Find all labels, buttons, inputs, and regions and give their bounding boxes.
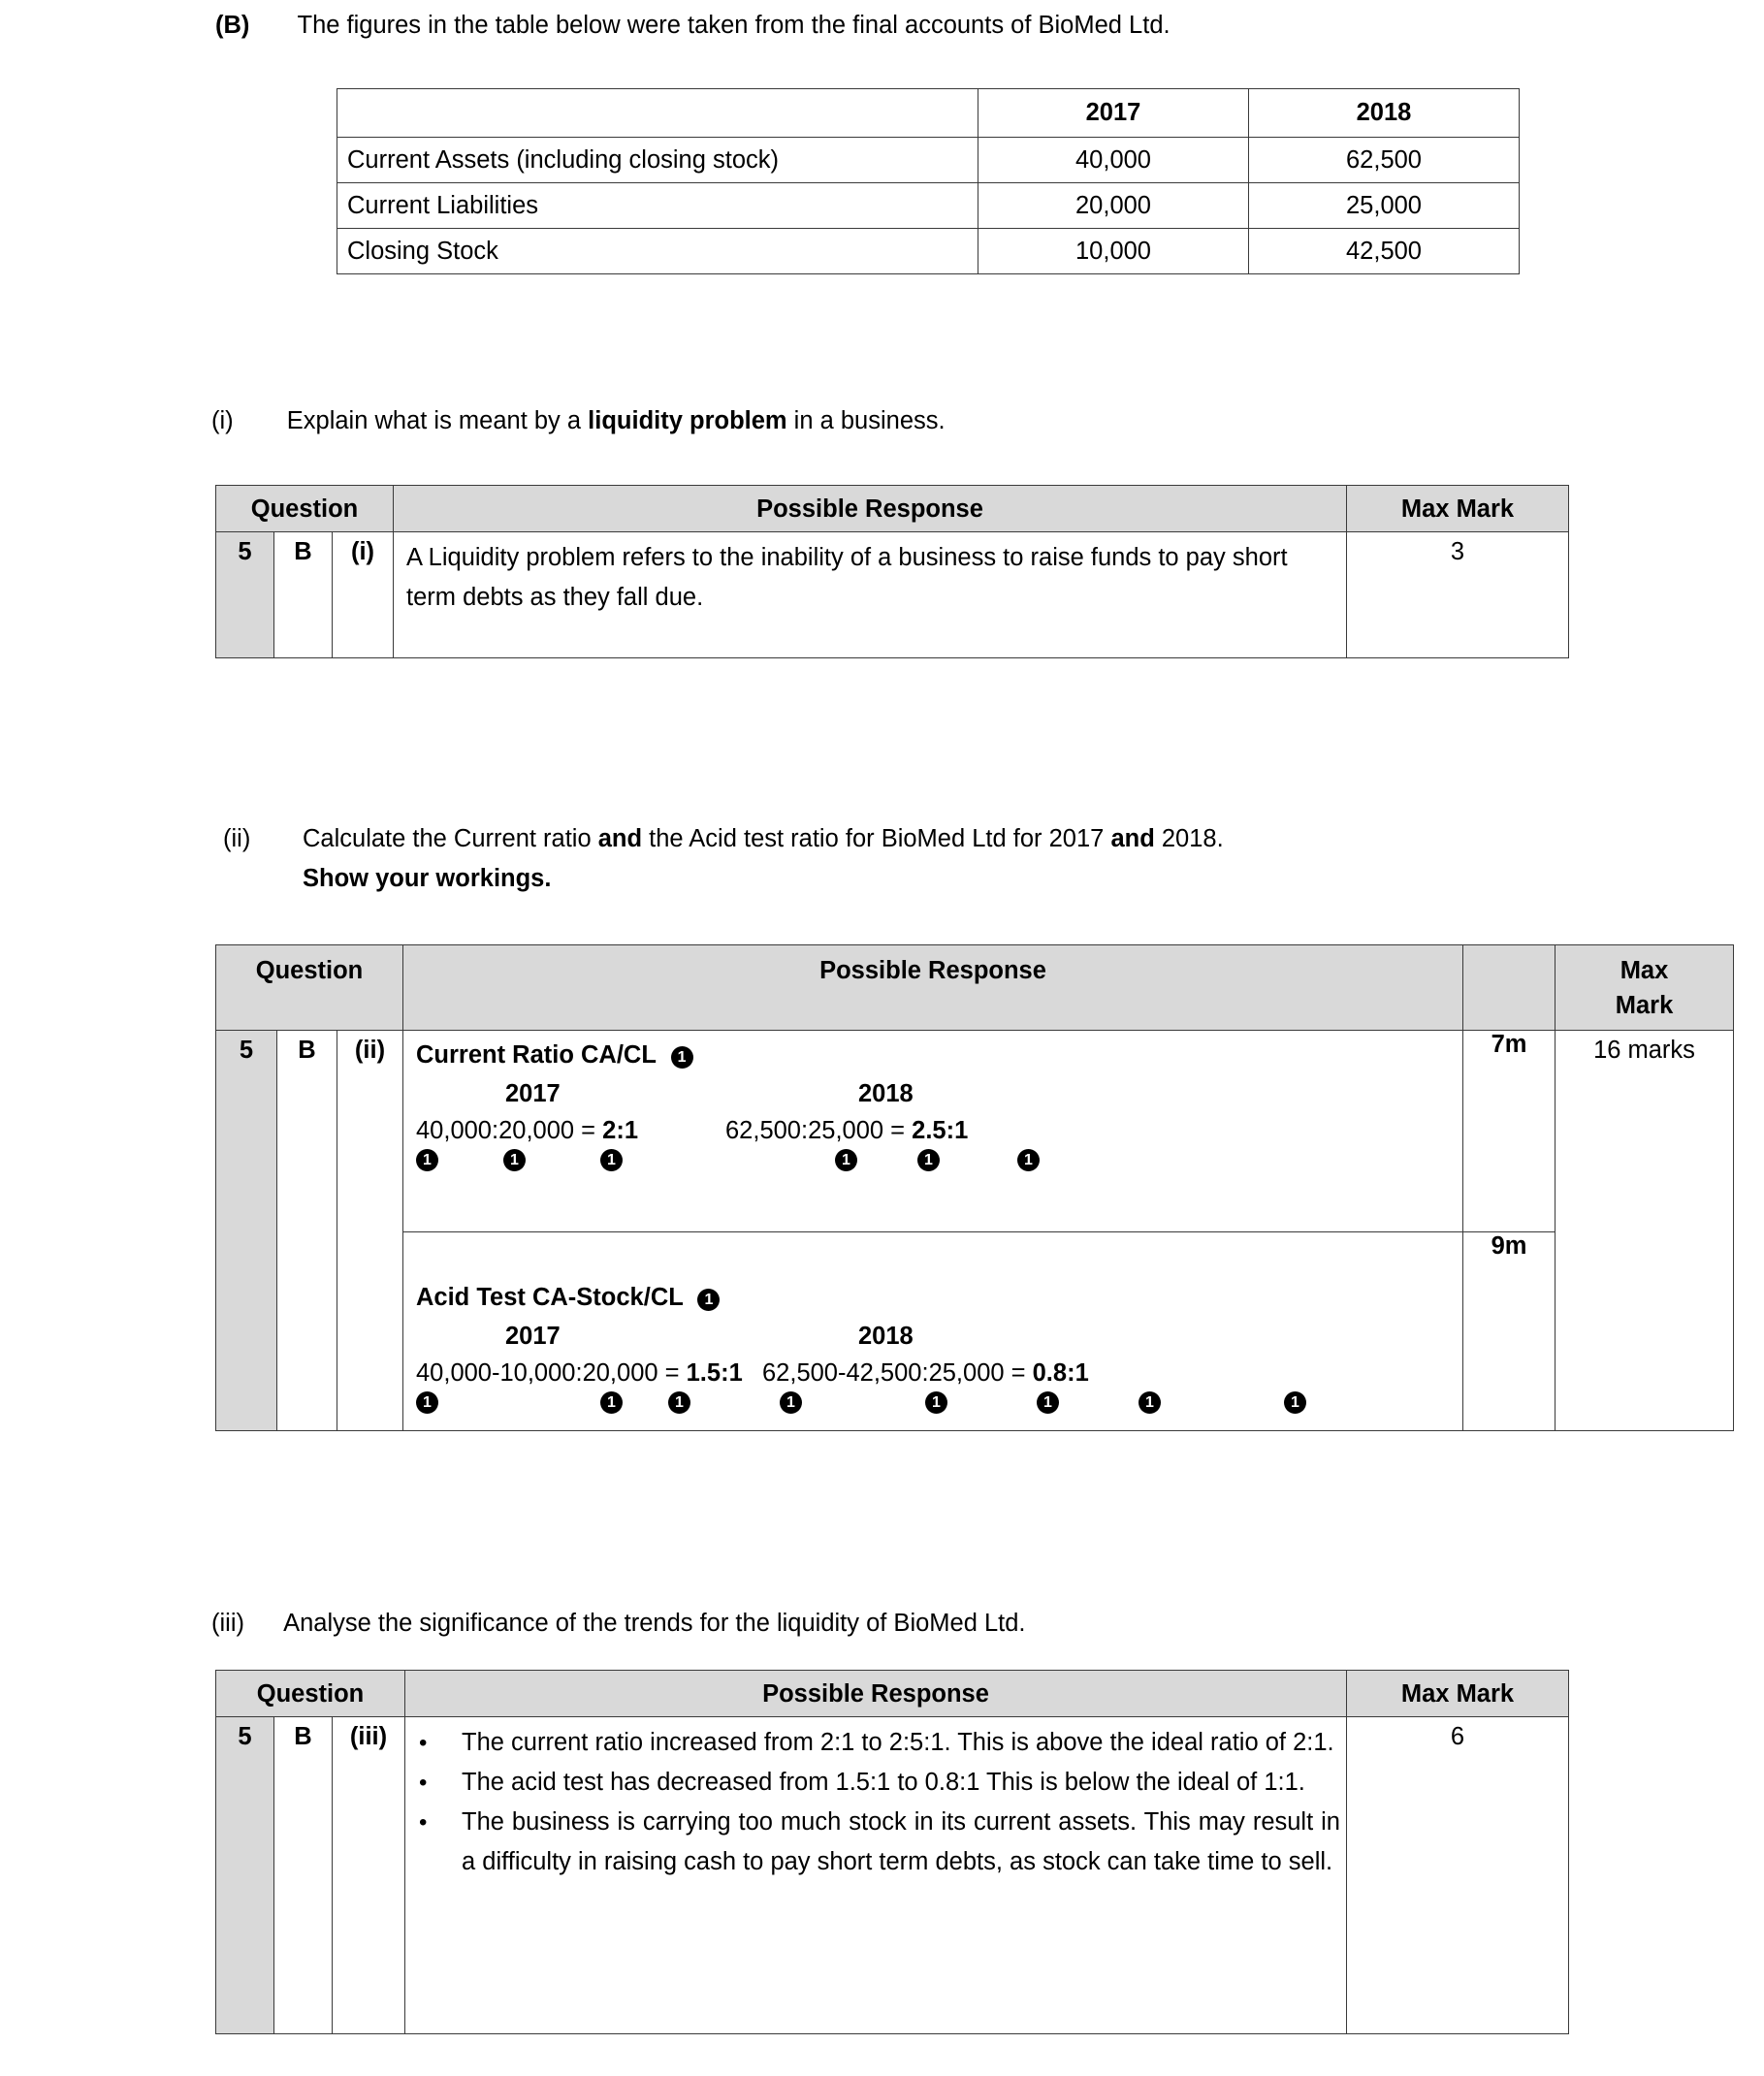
acid-test-calc-2017-expr: 40,000-10,000:20,000 =	[416, 1359, 687, 1387]
current-ratio-calc-row	[416, 1112, 1451, 1149]
current-ratio-block	[416, 1037, 1451, 1182]
question-number: 5	[216, 1717, 274, 2034]
possible-response-text: A Liquidity problem refers to the inability of a business to raise funds to pay short term debts as they fall due.	[394, 532, 1347, 658]
question-ii-label: (ii)	[223, 825, 251, 852]
closing-stock-2017: 10,000	[978, 229, 1249, 274]
acid-test-calc-2018-expr: 62,500-42,500:25,000 =	[762, 1359, 1033, 1387]
mark-indicator-icon: 1	[600, 1149, 623, 1171]
current-ratio-calc-2017-expr: 40,000:20,000 =	[416, 1117, 603, 1144]
marking-scheme-table-iii	[215, 1670, 1569, 2034]
row-label-current-liabilities: Current Liabilities	[337, 183, 978, 229]
possible-response-bullets	[405, 1717, 1347, 2034]
acid-test-mark-row	[416, 1391, 1451, 1424]
acid-test-year-2017: 2017	[505, 1323, 561, 1350]
table-row-acid-test	[216, 1232, 1734, 1431]
mark-indicator-icon: 1	[1284, 1391, 1306, 1414]
table-row	[337, 183, 1520, 229]
question-i-text-pre: Explain what is meant by a	[286, 407, 589, 434]
acid-test-calc-2017	[416, 1355, 743, 1391]
mark-indicator-icon: 1	[917, 1149, 940, 1171]
question-ii-prompt	[223, 819, 1542, 899]
table-row-current-ratio	[216, 1031, 1734, 1232]
mark-indicator-icon: 1	[780, 1391, 802, 1414]
row-label-current-assets: Current Assets (including closing stock)	[337, 138, 978, 183]
current-liabilities-2017: 20,000	[978, 183, 1249, 229]
header-max-mark: Max Mark	[1347, 1671, 1569, 1717]
response-bullet-list	[405, 1723, 1340, 1882]
closing-stock-2018: 42,500	[1249, 229, 1520, 274]
question-ii-line2: Show your workings.	[303, 865, 552, 892]
table-row	[337, 138, 1520, 183]
figures-blank-header	[337, 89, 978, 138]
current-liabilities-2018: 25,000	[1249, 183, 1520, 229]
table-header-row	[216, 1671, 1569, 1717]
question-ii-text-and2: and	[1110, 825, 1155, 852]
acid-test-heading	[416, 1279, 1451, 1316]
question-part: (i)	[333, 532, 394, 658]
table-row	[216, 532, 1569, 658]
max-mark-value: 16 marks	[1556, 1031, 1734, 1431]
mark-indicator-icon: 1	[416, 1391, 438, 1414]
current-assets-2017: 40,000	[978, 138, 1249, 183]
question-part: (ii)	[337, 1031, 403, 1431]
current-ratio-year-row	[416, 1075, 1451, 1112]
mark-indicator-icon: 1	[1037, 1391, 1059, 1414]
current-ratio-heading	[416, 1037, 1451, 1073]
mark-indicator-icon: 1	[1139, 1391, 1161, 1414]
table-header-row	[216, 945, 1734, 1031]
question-ii-text-and1: and	[597, 825, 643, 852]
list-item: • The current ratio increased from 2:1 to 2:5:1. This is above the ideal ratio of 2:1.	[405, 1723, 1340, 1763]
mark-indicator-icon: 1	[835, 1149, 857, 1171]
max-mark-value: 3	[1347, 532, 1569, 658]
part-b-label: (B)	[215, 12, 250, 39]
acid-test-submark: 9m	[1463, 1232, 1556, 1431]
table-row	[216, 1717, 1569, 2034]
current-ratio-calc-2018	[725, 1112, 968, 1149]
current-ratio-year-2017: 2017	[505, 1080, 561, 1107]
current-ratio-calc-2018-expr: 62,500:25,000 =	[725, 1117, 913, 1144]
biomed-figures-table	[337, 88, 1520, 274]
acid-test-year-row	[416, 1318, 1451, 1355]
question-ii-text-c: the Acid test ratio for BioMed Ltd for 2017	[642, 825, 1111, 852]
mark-indicator-icon: 1	[1017, 1149, 1040, 1171]
part-b-text: The figures in the table below were taken from the final accounts of BioMed Ltd.	[297, 12, 1171, 39]
header-possible-response: Possible Response	[403, 945, 1463, 1031]
table-header-row	[216, 486, 1569, 532]
header-question: Question	[216, 945, 403, 1031]
header-question: Question	[216, 1671, 405, 1717]
current-ratio-calc-2018-result: 2.5:1	[912, 1117, 969, 1144]
current-ratio-calc-2017	[416, 1112, 638, 1149]
question-section: B	[277, 1031, 337, 1431]
question-number: 5	[216, 532, 274, 658]
header-max-mark-line2: Mark	[1615, 992, 1674, 1019]
table-row	[337, 229, 1520, 274]
question-i-text-emphasis: liquidity problem	[588, 407, 787, 434]
header-possible-response: Possible Response	[394, 486, 1347, 532]
question-part: (iii)	[333, 1717, 405, 2034]
header-max-mark: Max Mark	[1347, 486, 1569, 532]
acid-test-workings	[403, 1232, 1463, 1431]
mark-indicator-icon: 1	[925, 1391, 947, 1414]
row-label-closing-stock: Closing Stock	[337, 229, 978, 274]
current-ratio-heading-text: Current Ratio CA/CL	[416, 1041, 657, 1069]
max-mark-value: 6	[1347, 1717, 1569, 2034]
mark-indicator-icon: 1	[697, 1289, 720, 1311]
current-ratio-mark-row	[416, 1149, 1451, 1182]
header-max-mark-line1: Max	[1620, 957, 1669, 984]
acid-test-block	[416, 1279, 1451, 1424]
question-iii-prompt	[211, 1604, 1026, 1644]
question-ii-line1	[303, 819, 1542, 859]
figures-header-2018: 2018	[1249, 89, 1520, 138]
question-section: B	[274, 532, 333, 658]
marking-scheme-table-ii	[215, 944, 1734, 1431]
question-section: B	[274, 1717, 333, 2034]
list-item: • The acid test has decreased from 1.5:1 to 0.8:1 This is below the ideal of 1:1.	[405, 1763, 1340, 1803]
header-submark-spacer	[1463, 945, 1556, 1031]
acid-test-calc-2018	[762, 1355, 1089, 1391]
current-ratio-submark: 7m	[1463, 1031, 1556, 1232]
marking-scheme-table-i	[215, 485, 1569, 658]
question-i-prompt	[211, 401, 946, 441]
question-iii-label: (iii)	[211, 1610, 244, 1637]
mark-indicator-icon: 1	[671, 1046, 693, 1069]
question-i-text-post: in a business.	[786, 407, 946, 434]
part-b-prompt	[215, 6, 1171, 46]
current-assets-2018: 62,500	[1249, 138, 1520, 183]
current-ratio-year-2018: 2018	[858, 1080, 914, 1107]
mark-indicator-icon: 1	[668, 1391, 690, 1414]
acid-test-calc-2017-result: 1.5:1	[686, 1359, 743, 1387]
question-iii-text: Analyse the significance of the trends for the liquidity of BioMed Ltd.	[283, 1610, 1026, 1637]
header-possible-response: Possible Response	[405, 1671, 1347, 1717]
table-header-row	[337, 89, 1520, 138]
question-number: 5	[216, 1031, 277, 1431]
figures-header-2017: 2017	[978, 89, 1249, 138]
mark-indicator-icon: 1	[503, 1149, 526, 1171]
acid-test-calc-row	[416, 1355, 1451, 1391]
question-ii-text-e: 2018.	[1154, 825, 1224, 852]
mark-indicator-icon: 1	[600, 1391, 623, 1414]
list-item: • The business is carrying too much stock in its current assets. This may result in a difficulty in raising cash to pay short term debts, as stock can take time to sell.	[405, 1803, 1340, 1882]
current-ratio-calc-2017-result: 2:1	[602, 1117, 638, 1144]
acid-test-calc-2018-result: 0.8:1	[1032, 1359, 1089, 1387]
acid-test-year-2018: 2018	[858, 1323, 914, 1350]
question-ii-text-a: Calculate the Current ratio	[303, 825, 598, 852]
header-question: Question	[216, 486, 394, 532]
current-ratio-workings	[403, 1031, 1463, 1232]
question-i-label: (i)	[211, 407, 234, 434]
header-max-mark	[1556, 945, 1734, 1031]
mark-indicator-icon: 1	[416, 1149, 438, 1171]
acid-test-heading-text: Acid Test CA-Stock/CL	[416, 1284, 684, 1311]
